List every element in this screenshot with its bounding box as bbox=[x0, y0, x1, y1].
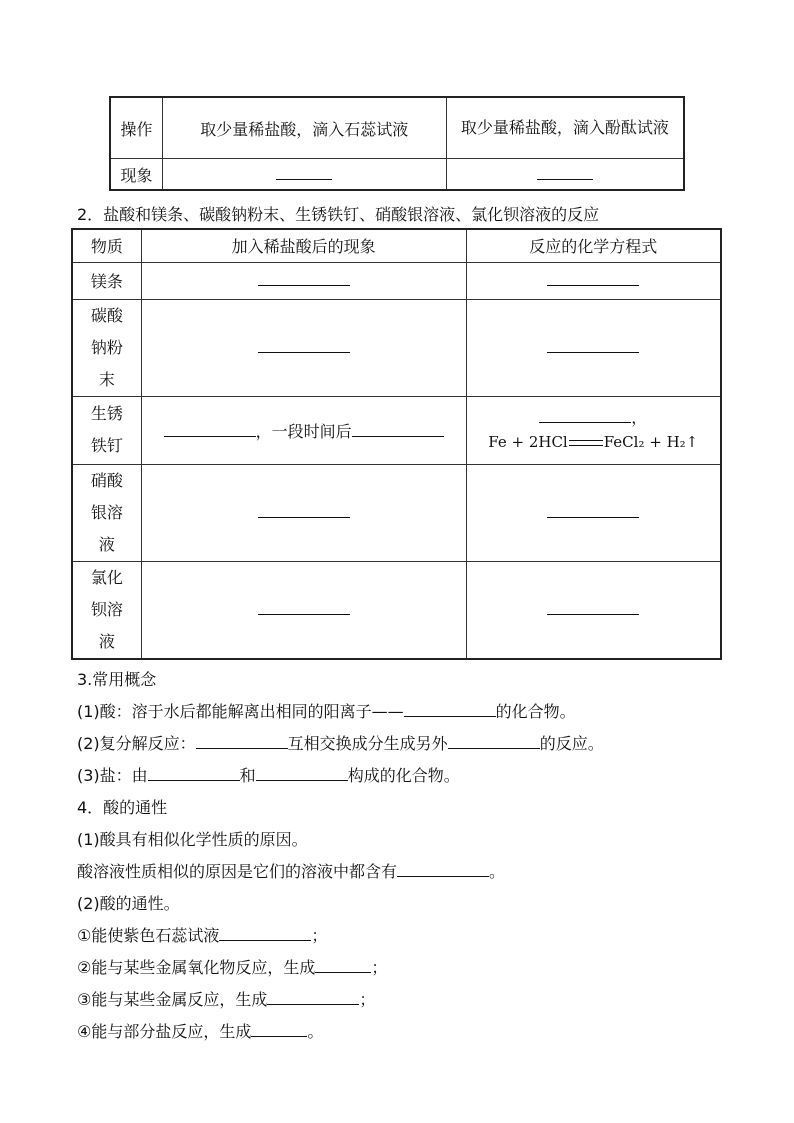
table-row bbox=[72, 299, 721, 396]
operation-table bbox=[109, 96, 685, 191]
equation-cell[interactable] bbox=[466, 561, 721, 659]
header-substance: 物质 bbox=[72, 229, 141, 262]
substance-cell bbox=[72, 299, 141, 396]
answer-blank[interactable] bbox=[258, 271, 350, 286]
substance-cell bbox=[72, 464, 141, 561]
reaction-table bbox=[71, 228, 722, 660]
equation-cell[interactable] bbox=[466, 464, 721, 561]
line-text: (3)盐：由 bbox=[77, 766, 148, 785]
table-row bbox=[72, 262, 721, 299]
substance-cell bbox=[72, 396, 141, 464]
substance-cell bbox=[72, 561, 141, 659]
line-text: ④能与部分盐反应，生成 bbox=[77, 1022, 252, 1041]
cell-phenolphthalein-operation: 取少量稀盐酸，滴入酚酞试液 bbox=[446, 97, 684, 159]
sub-heading-properties: (2)酸的通性。 bbox=[77, 894, 180, 913]
line-text: (1)酸：溶于水后都能解离出相同的阳离子—— bbox=[77, 702, 404, 721]
answer-blank[interactable] bbox=[547, 600, 639, 615]
line-text: 酸溶液性质相似的原因是它们的溶液中都含有 bbox=[77, 862, 398, 881]
table-row bbox=[72, 396, 721, 464]
answer-blank[interactable] bbox=[164, 422, 256, 437]
phenomenon-cell[interactable] bbox=[141, 561, 466, 659]
property-item-3 bbox=[77, 987, 375, 1010]
answer-blank[interactable] bbox=[352, 422, 444, 437]
concept-acid bbox=[77, 699, 576, 722]
line-text: ②能与某些金属氧化物反应，生成 bbox=[77, 958, 316, 977]
answer-blank[interactable] bbox=[397, 862, 489, 877]
table-row bbox=[72, 561, 721, 659]
header-equation: 反应的化学方程式 bbox=[466, 229, 721, 262]
substance-label: 碳酸钠粉末 bbox=[90, 305, 123, 389]
line-text: ； bbox=[359, 990, 376, 1009]
answer-blank[interactable] bbox=[251, 1022, 307, 1037]
property-item-2 bbox=[77, 955, 387, 978]
line-text: ③能与某些金属反应，生成 bbox=[77, 990, 268, 1009]
separator-text: ， bbox=[631, 408, 648, 427]
substance-label: 硝酸银溶液 bbox=[90, 470, 123, 554]
concept-salt bbox=[77, 763, 460, 786]
answer-blank[interactable] bbox=[547, 503, 639, 518]
answer-blank[interactable] bbox=[547, 338, 639, 353]
section-3-heading: 3.常用概念 bbox=[77, 670, 157, 689]
equation-reactants: Fe + 2HCl bbox=[488, 433, 568, 451]
substance-label: 生锈铁钉 bbox=[90, 404, 123, 455]
cell-phenolphthalein-phenomenon[interactable] bbox=[446, 159, 684, 191]
answer-blank[interactable] bbox=[404, 702, 496, 717]
row-label-phenomenon: 现象 bbox=[110, 159, 162, 191]
reason-line bbox=[77, 859, 505, 882]
line-text: ； bbox=[311, 926, 328, 945]
equation-products: FeCl₂ + H₂↑ bbox=[603, 433, 699, 451]
property-item-1 bbox=[77, 923, 327, 946]
line-text: ①能使紫色石蕊试液 bbox=[77, 926, 220, 945]
answer-blank[interactable] bbox=[547, 271, 639, 286]
equation-cell[interactable] bbox=[466, 262, 721, 299]
answer-blank[interactable] bbox=[258, 338, 350, 353]
iron-hcl-equation bbox=[467, 430, 721, 454]
header-phenomenon: 加入稀盐酸后的现象 bbox=[141, 229, 466, 262]
answer-blank[interactable] bbox=[315, 958, 371, 973]
answer-blank[interactable] bbox=[256, 766, 348, 781]
sub-heading-reason: (1)酸具有相似化学性质的原因。 bbox=[77, 830, 308, 849]
answer-blank[interactable] bbox=[258, 503, 350, 518]
line-text: 的化合物。 bbox=[495, 702, 576, 721]
concept-double-decomposition bbox=[77, 731, 604, 754]
answer-blank[interactable] bbox=[196, 734, 288, 749]
table-row bbox=[72, 464, 721, 561]
equation-sign bbox=[569, 440, 603, 446]
cell-litmus-operation: 取少量稀盐酸，滴入石蕊试液 bbox=[162, 97, 446, 159]
answer-blank[interactable] bbox=[219, 926, 311, 941]
answer-blank[interactable] bbox=[267, 990, 359, 1005]
answer-blank[interactable] bbox=[539, 408, 631, 423]
line-text: 互相交换成分生成另外 bbox=[287, 734, 448, 753]
answer-blank[interactable] bbox=[448, 734, 540, 749]
substance-cell: 镁条 bbox=[72, 262, 141, 299]
cell-litmus-phenomenon[interactable] bbox=[162, 159, 446, 191]
line-text: 的反应。 bbox=[539, 734, 604, 753]
line-text: 构成的化合物。 bbox=[347, 766, 460, 785]
phenomenon-cell[interactable] bbox=[141, 262, 466, 299]
answer-blank[interactable] bbox=[276, 165, 332, 180]
line-text: 。 bbox=[307, 1022, 324, 1041]
phenomenon-cell[interactable] bbox=[141, 396, 466, 464]
answer-blank[interactable] bbox=[258, 600, 350, 615]
equation-cell[interactable] bbox=[466, 396, 721, 464]
line-text: ； bbox=[371, 958, 388, 977]
equation-cell[interactable] bbox=[466, 299, 721, 396]
answer-blank[interactable] bbox=[537, 165, 593, 180]
property-item-4 bbox=[77, 1019, 323, 1042]
section-2-heading: 2．盐酸和镁条、碳酸钠粉末、生锈铁钉、硝酸银溶液、氯化钡溶液的反应 bbox=[77, 205, 600, 224]
section-4-heading: 4．酸的通性 bbox=[77, 798, 168, 817]
line-text: 。 bbox=[489, 862, 506, 881]
line-text: 和 bbox=[239, 766, 256, 785]
cell-text: ，一段时间后 bbox=[255, 421, 352, 441]
phenomenon-cell[interactable] bbox=[141, 299, 466, 396]
line-text: (2)复分解反应： bbox=[77, 734, 196, 753]
answer-blank[interactable] bbox=[148, 766, 240, 781]
phenomenon-cell[interactable] bbox=[141, 464, 466, 561]
row-label-operation: 操作 bbox=[110, 97, 162, 159]
substance-label: 氯化钡溶液 bbox=[90, 567, 123, 651]
